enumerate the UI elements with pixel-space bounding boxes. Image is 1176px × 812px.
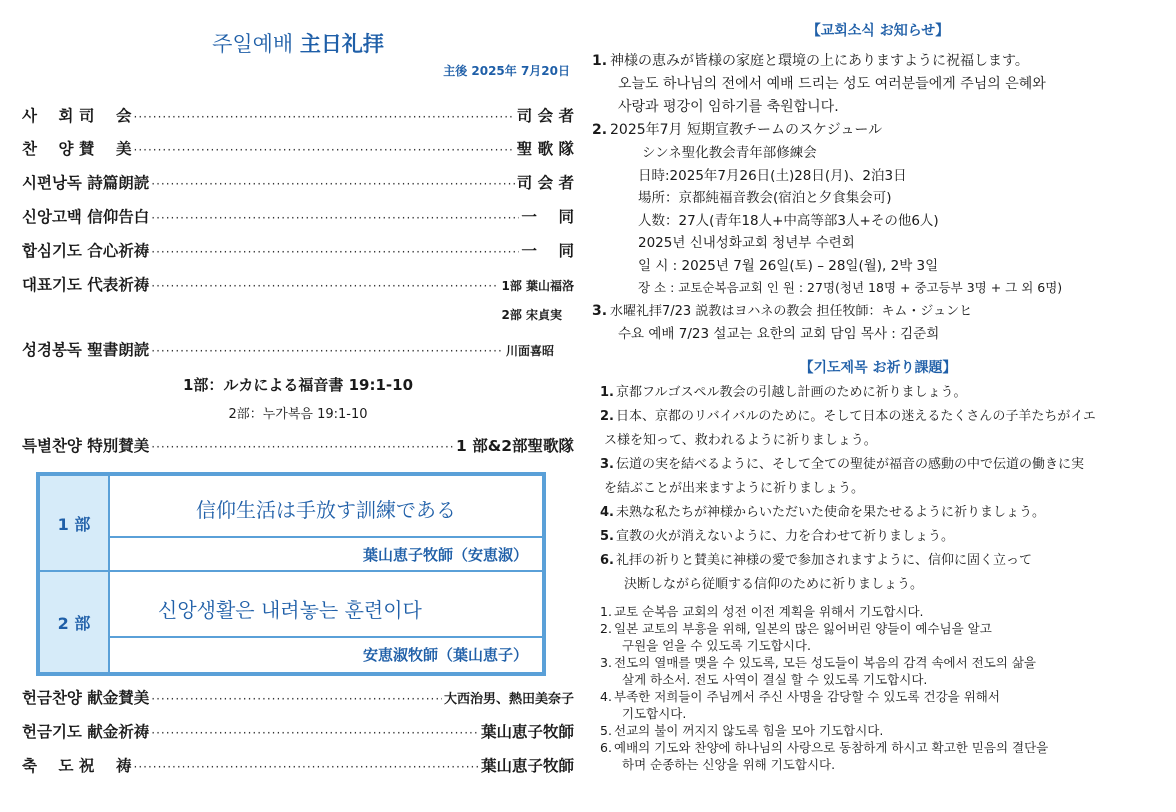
divider: [40, 570, 542, 572]
notice-line: 수요 예배 7/23 설교는 요한의 교회 담임 목사 : 김준희: [618, 325, 940, 342]
scripture-part1: 1部：ルカによる福音書 19:1-10: [182, 376, 414, 394]
divider: [110, 636, 542, 638]
prayer-line: 日本、京都のリバイバルのために。そして日本の迷えるたくさんの子羊たちがイエ: [616, 409, 1096, 424]
order-value: 一 同: [521, 208, 574, 226]
title-japanese: 主日礼拝: [299, 32, 384, 56]
page-title: [22, 28, 574, 60]
order-row-offering-praise: [22, 686, 574, 708]
order-label: 헌금기도 献金祈祷: [22, 723, 150, 741]
order-value: 川面喜昭: [505, 344, 554, 358]
prayer-item: 1. 京都フルゴスペル教会の引越し計画のために祈りましょう。: [588, 381, 1168, 405]
order-row-psalm: [22, 171, 574, 193]
prayer-item: 5. 宣教の火が消えないように、力を合わせて祈りましょう。: [588, 525, 1168, 549]
prayer-line: ス様を知って、救われるように祈りましょう。: [604, 433, 877, 448]
order-row-offering-prayer: [22, 720, 574, 742]
prayer-item: 6. 礼拝の祈りと賛美に神様の愛で参加されますように、信仰に固く立って 決断しながら従順する信仰のために祈りましょう。: [588, 549, 1168, 597]
sermon-part1-title: 信仰生活は手放す訓練である: [196, 498, 456, 522]
notice-item: 1. 神様の恵みが皆様の家庭と環境の上にありますように祝福します。 오늘도 하나님의 전에서 예배 드리는 성도 여러분들에게 주님의 은혜와 사랑과 평강이 임하기를 축원합니다.: [588, 50, 1168, 119]
order-value: 1部 葉山福洛: [501, 279, 574, 293]
prayer-line: 일본 교토의 부흥을 위해, 일본의 많은 잃어버린 양들이 예수님을 알고: [614, 621, 992, 636]
prayer-line: 京都フルゴスペル教会の引越し計画のために祈りましょう。: [616, 385, 967, 400]
notice-line: 場所：京都純福音教会(宿泊と夕食集会可): [638, 190, 892, 206]
notices-list: [588, 50, 1168, 345]
order-row-praise: [22, 137, 574, 159]
notice-line: 일 시 : 2025년 7월 26일(토) – 28일(월), 2박 3일: [638, 257, 939, 274]
prayer-line: 선교의 불이 꺼지지 않도록 힘을 모아 기도합시다.: [614, 723, 884, 738]
sermon-part2-label: 2 部: [40, 572, 110, 672]
prayer-line: 기도합시다.: [622, 706, 687, 721]
worship-order-column: [22, 20, 574, 775]
notices-column: [588, 20, 1168, 773]
notice-line: 오늘도 하나님의 전에서 예배 드리는 성도 여러분들에게 주님의 은혜와: [618, 76, 1046, 92]
order-label: 성경봉독 聖書朗読: [22, 341, 150, 359]
prayer-line: 살게 하소서. 전도 사역이 결실 할 수 있도록 기도합시다.: [622, 672, 928, 687]
order-label: 시편낭독 詩篇朗読: [22, 174, 150, 192]
order-row-creed: [22, 205, 574, 227]
prayer-line: 부족한 저희들이 주님께서 주신 사명을 감당할 수 있도록 건강을 위해서: [614, 689, 1000, 704]
prayer-item: 1. 교토 순복음 교회의 성전 이전 계획을 위해서 기도합시다.: [588, 603, 1168, 620]
divider: [110, 536, 542, 538]
order-value: 司 会 者: [516, 107, 574, 125]
notice-sub: [610, 142, 1168, 300]
order-label: 사 회 司 会: [22, 107, 132, 125]
notice-sub: [610, 323, 1168, 346]
prayer-line: 하며 순종하는 신앙을 위해 기도합시다.: [622, 757, 836, 772]
order-row-representative-prayer-2: [22, 306, 574, 323]
order-row-benediction: [22, 754, 574, 776]
order-row-bible-reading: [22, 338, 574, 360]
order-row-special-praise: [22, 434, 574, 456]
prayer-line: 宣教の火が消えないように、力を合わせて祈りましょう。: [616, 529, 955, 544]
order-label: 축 도 祝 祷: [22, 757, 132, 775]
sermon-part1-label: 1 部: [40, 476, 110, 570]
prayer-item: 2. 일본 교토의 부흥을 위해, 일본의 많은 잃어버린 양들이 예수님을 알고 구원을 얻을 수 있도록 기도합시다.: [588, 620, 1168, 654]
order-value: 聖 歌 隊: [516, 140, 574, 158]
notice-line: 人数：27人(青年18人+中高等部3人+その他6人): [638, 212, 939, 229]
notice-line: 神様の恵みが皆様の家庭と環境の上にありますように祝福します。: [610, 53, 1029, 69]
prayer-list-korean: [588, 603, 1168, 773]
order-value: 2部 宋貞実: [501, 308, 562, 322]
notice-item: 3. 水曜礼拝7/23 説教はヨハネの教会 担任牧師：キム・ジュンヒ 수요 예배 7/23 설교는 요한의 교회 담임 목사 : 김준희: [588, 300, 1168, 346]
notice-line: 日時:2025年7月26日(土)28日(月)、2泊3日: [638, 167, 907, 184]
notice-line: 水曜礼拝7/23 説教はヨハネの教会 担任牧師：キム・ジュンヒ: [610, 303, 973, 319]
prayer-item: 4. 부족한 저희들이 주님께서 주신 사명을 감당할 수 있도록 건강을 위해서 기도합시다.: [588, 688, 1168, 722]
order-row-presider: [22, 104, 574, 126]
prayer-line: 구원을 얻을 수 있도록 기도합시다.: [622, 638, 811, 653]
order-value: 大西治男、熱田美奈子: [443, 692, 574, 707]
sermon-part2-pastor: 安恵淑牧師（葉山恵子）: [362, 646, 528, 664]
prayer-line: 교토 순복음 교회의 성전 이전 계획을 위해서 기도합시다.: [614, 604, 924, 619]
notice-line: シンネ聖化教会青年部修練会: [642, 145, 817, 161]
prayer-line: 伝道の実を結べるように、そして全ての聖徒が福音の感動の中で伝道の働きに実: [616, 457, 1085, 472]
prayer-item: 5. 선교의 불이 꺼지지 않도록 힘을 모아 기도합시다.: [588, 722, 1168, 739]
order-row-united-prayer: [22, 239, 574, 261]
order-value: 司 会 者: [516, 174, 574, 192]
order-value: 一 同: [521, 242, 574, 260]
notice-line: 사랑과 평강이 임하기를 축원합니다.: [618, 99, 839, 115]
order-label: 특별찬양 特別賛美: [22, 437, 150, 455]
notice-line: 장 소 : 교토순복음교회 인 원 : 27명(청년 18명 + 중고등부 3명 + 그 외 6명): [638, 280, 1063, 295]
prayer-line: 未熟な私たちが神様からいただいた使命を果たせるように祈りましょう。: [616, 505, 1046, 520]
order-label: 찬 양 賛 美: [22, 140, 132, 158]
prayer-line: 礼拝の祈りと賛美に神様の愛で参加されますように、信仰に固く立って: [616, 553, 1033, 568]
prayer-item: 6. 예배의 기도와 찬양에 하나님의 사랑으로 동참하게 하시고 확고한 믿음의 결단을 하며 순종하는 신앙을 위해 기도합시다.: [588, 739, 1168, 773]
prayer-line: 예배의 기도와 찬양에 하나님의 사랑으로 동참하게 하시고 확고한 믿음의 결단을: [614, 740, 1049, 755]
prayer-item: 3. 伝道の実を結べるように、そして全ての聖徒が福音の感動の中で伝道の働きに実 を結ぶことが出来ますように祈りましょう。: [588, 453, 1168, 501]
prayer-item: 4. 未熟な私たちが神様からいただいた使命を果たせるように祈りましょう。: [588, 501, 1168, 525]
notice-item: 2. 2025年7月 短期宣教チームのスケジュール シンネ聖化教会青年部修練会 日時:2025年7月26日(土)28日(月)、2泊3日 場所：京都純福音教会(宿泊と夕食集会可) 人数：27人(青年18人+中高等部3人+その他6人) 2025년 신내성화교회 청년부 수련회 일 시 : 2025년 7월 26일(토) – 28일(월), 2박 3일 장 소 : 교토순복음교회 인 원 : 27명(청년 18명 + 중고등부 3명 + 그 외 6명): [588, 119, 1168, 300]
prayer-line: を結ぶことが出来ますように祈りましょう。: [604, 481, 865, 496]
notice-line: 2025년 신내성화교회 청년부 수련회: [638, 235, 855, 251]
order-label: 대표기도 代表祈祷: [22, 276, 150, 294]
order-label: 합심기도 合心祈祷: [22, 242, 150, 260]
prayer-line: 전도의 열매를 맺을 수 있도록, 모든 성도들이 복음의 감격 속에서 전도의 삶을: [614, 655, 1037, 670]
sermon-part2-title: 신앙생활은 내려놓는 훈련이다: [158, 598, 422, 622]
service-date: 主後 2025年 7月20日: [443, 64, 570, 78]
order-value: 1 部&2部聖歌隊: [456, 437, 574, 455]
prayer-list-japanese: [588, 381, 1168, 597]
title-korean: 주일예배: [212, 32, 294, 56]
prayer-line: 決断しながら従順する信仰のために祈りましょう。: [624, 577, 924, 592]
order-value: 葉山恵子牧師: [480, 723, 574, 741]
order-label: 헌금찬양 献金賛美: [22, 689, 150, 707]
order-value: 葉山恵子牧師: [480, 757, 574, 775]
order-row-representative-prayer: [22, 273, 574, 295]
notices-heading: 【교회소식 お知らせ】: [806, 23, 950, 39]
sermon-part1-pastor: 葉山恵子牧師（安恵淑）: [362, 546, 528, 564]
prayer-item: 3. 전도의 열매를 맺을 수 있도록, 모든 성도들이 복음의 감격 속에서 전도의 삶을 살게 하소서. 전도 사역이 결실 할 수 있도록 기도합시다.: [588, 654, 1168, 688]
sermon-box: [36, 472, 546, 676]
scripture-part2: 2部：누가복음 19:1-10: [228, 407, 368, 422]
order-label: 신앙고백 信仰告白: [22, 208, 150, 226]
prayer-heading: 【기도제목 お祈り課題】: [799, 360, 957, 376]
prayer-item: 2. 日本、京都のリバイバルのために。そして日本の迷えるたくさんの子羊たちがイエ ス様を知って、救われるように祈りましょう。: [588, 405, 1168, 453]
notice-line: 2025年7月 短期宣教チームのスケジュール: [610, 122, 883, 138]
